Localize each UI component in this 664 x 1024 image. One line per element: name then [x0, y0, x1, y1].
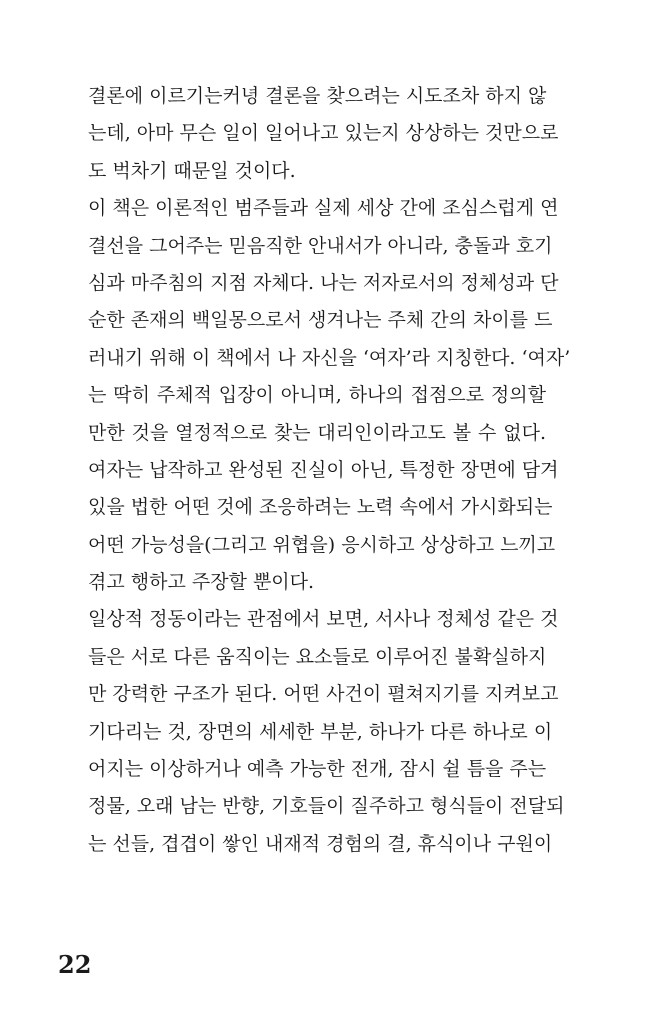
- text-line: 결선을 그어주는 믿음직한 안내서가 아니라, 충돌과 호기: [88, 234, 553, 257]
- text-line: 순한 존재의 백일몽으로서 생겨나는 주체 간의 차이를 드: [88, 309, 553, 332]
- text-line: 있을 법한 어떤 것에 조응하려는 노력 속에서 가시화되는: [88, 496, 553, 519]
- text-line: 기다리는 것, 장면의 세세한 부분, 하나가 다른 하나로 이: [88, 720, 553, 743]
- text-line: 여자는 납작하고 완성된 진실이 아닌, 특정한 장면에 담겨: [88, 458, 559, 481]
- text-line: 일상적 정동이라는 관점에서 보면, 서사나 정체성 같은 것: [88, 608, 559, 631]
- text-line: 정물, 오래 남는 반향, 기호들이 질주하고 형식들이 전달되: [88, 795, 565, 818]
- text-line: 러내기 위해 이 책에서 나 자신을 ‘여자’라 지칭한다. ‘여자’: [88, 346, 571, 369]
- text-line: 만 강력한 구조가 된다. 어떤 사건이 펼쳐지기를 지켜보고: [88, 683, 559, 706]
- body-text: [88, 78, 571, 863]
- page-number: 22: [58, 950, 92, 979]
- text-line: 도 벅차기 때문일 것이다.: [88, 159, 296, 182]
- text-line: 어떤 가능성을(그리고 위협을) 응시하고 상상하고 느끼고: [88, 533, 556, 556]
- text-line: 겪고 행하고 주장할 뿐이다.: [88, 571, 315, 594]
- text-line: 는 딱히 주체적 입장이 아니며, 하나의 접점으로 정의할: [88, 384, 546, 407]
- text-line: 만한 것을 열정적으로 찾는 대리인이라고도 볼 수 없다.: [88, 421, 546, 444]
- text-line: 결론에 이르기는커녕 결론을 찾으려는 시도조차 하지 않: [88, 85, 547, 107]
- text-line: 이 책은 이론적인 범주들과 실제 세상 간에 조심스럽게 연: [88, 197, 559, 220]
- text-line: 심과 마주침의 지점 자체다. 나는 저자로서의 정체성과 단: [88, 271, 559, 294]
- text-line: 는데, 아마 무슨 일이 일어나고 있는지 상상하는 것만으로: [88, 122, 559, 145]
- text-line: 들은 서로 다른 움직이는 요소들로 이루어진 불확실하지: [88, 645, 547, 668]
- text-line: 어지는 이상하거나 예측 가능한 전개, 잠시 쉴 틈을 주는: [88, 758, 547, 781]
- text-line: 는 선들, 겹겹이 쌓인 내재적 경험의 결, 휴식이나 구원이: [88, 832, 553, 855]
